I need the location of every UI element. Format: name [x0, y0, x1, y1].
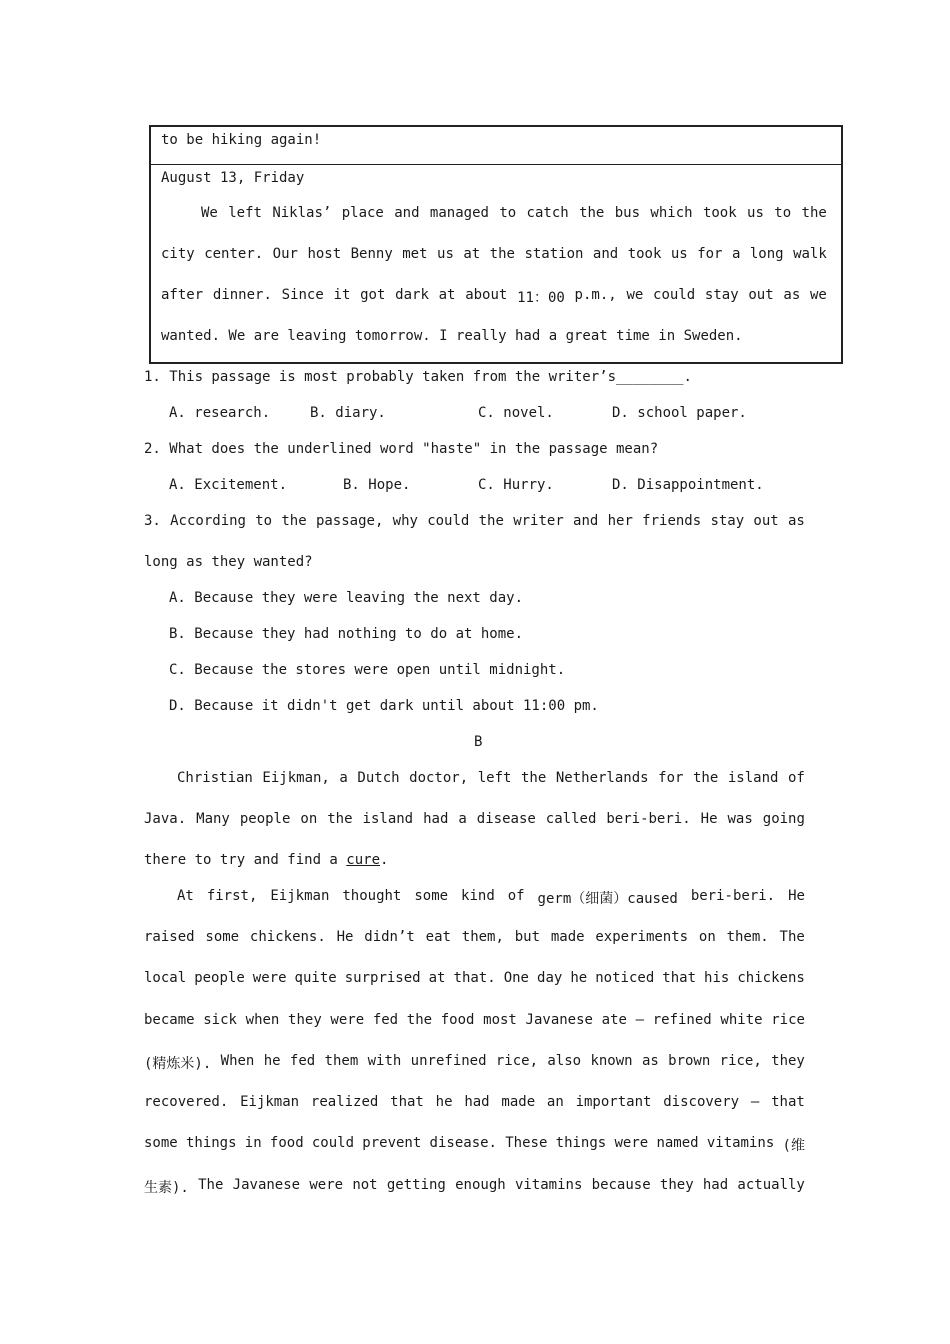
word: fed — [372, 1012, 399, 1028]
passage-line — [144, 1012, 805, 1028]
word: (维 — [782, 1138, 805, 1154]
word: were — [309, 1177, 344, 1193]
word: unrefined — [410, 1053, 487, 1069]
word: going — [762, 811, 805, 827]
word: day — [537, 970, 563, 986]
word: Eijkman — [240, 1094, 300, 1110]
passage-line — [144, 852, 388, 868]
passage-line — [144, 1094, 805, 1110]
word: as — [783, 287, 801, 303]
word: he — [435, 1094, 453, 1110]
word: the — [801, 205, 827, 221]
word: actually — [737, 1177, 805, 1193]
word: took — [702, 205, 737, 221]
word: the — [281, 513, 307, 529]
word: host — [307, 246, 342, 262]
word: didn’t — [364, 929, 415, 945]
word: first, — [206, 888, 258, 904]
word: realized — [310, 1094, 379, 1110]
word: managed — [429, 205, 489, 221]
word: but — [514, 929, 541, 945]
word: Javanese — [525, 1012, 593, 1028]
word: sick — [203, 1012, 237, 1028]
question-3-stem: long as they wanted? — [144, 554, 313, 570]
word: he — [570, 970, 588, 986]
word: According — [170, 513, 246, 529]
word: and — [573, 513, 599, 529]
diary-date-heading: August 13, Friday — [161, 170, 305, 186]
word: made — [550, 929, 585, 945]
word: the — [489, 246, 515, 262]
word: — — [750, 1094, 760, 1110]
passage-text: there to try and find a — [144, 852, 347, 868]
word: raised — [144, 929, 195, 945]
word: noticed — [595, 970, 655, 986]
word: named — [656, 1135, 699, 1151]
passage-line — [177, 770, 805, 786]
word: Benny — [350, 246, 393, 262]
word: a — [339, 770, 348, 786]
word: which — [650, 205, 693, 221]
word: the — [693, 770, 719, 786]
question-1-option-a: A. research. — [169, 405, 271, 421]
word: they — [771, 1053, 805, 1069]
word: He — [788, 888, 805, 904]
word: One — [503, 970, 529, 986]
word: catch — [526, 205, 569, 221]
passage-line — [144, 811, 805, 827]
word: He — [700, 811, 718, 827]
word: at — [463, 246, 481, 262]
word: most — [483, 1012, 517, 1028]
word: and — [394, 205, 420, 221]
word: island — [727, 770, 779, 786]
word: that — [771, 1094, 805, 1110]
word: chickens. — [249, 929, 326, 945]
word: dinner. — [212, 287, 272, 303]
question-3-option-d: D. Because it didn't get dark until about 11:00 pm. — [169, 698, 599, 714]
word: dark — [395, 287, 429, 303]
word: Javanese — [232, 1177, 301, 1193]
word: they — [288, 1012, 322, 1028]
question-2-option-c: C. Hurry. — [478, 477, 554, 493]
word: station — [524, 246, 584, 262]
question-2-option-a: A. Excitement. — [169, 477, 288, 493]
word: Christian — [177, 770, 253, 786]
word: stay — [704, 287, 739, 303]
word: for — [697, 246, 723, 262]
word: long — [749, 246, 784, 262]
word: local — [144, 970, 187, 986]
word: a — [458, 811, 467, 827]
word: people — [239, 811, 291, 827]
question-3-option-b: B. Because they had nothing to do at home. — [169, 626, 524, 642]
word: things — [555, 1135, 607, 1151]
word: of — [507, 888, 525, 904]
word: left — [228, 205, 262, 221]
question-1-option-b: B. diary. — [310, 405, 386, 421]
word: were — [252, 970, 287, 986]
word: on — [698, 929, 716, 945]
word: place — [341, 205, 384, 221]
word: at — [428, 970, 446, 986]
word: made — [501, 1094, 536, 1110]
word: when — [245, 1012, 280, 1028]
passage-line — [144, 970, 805, 986]
word: disease. — [429, 1135, 497, 1151]
word: had — [423, 811, 449, 827]
word: bus — [614, 205, 641, 221]
word: and — [592, 246, 619, 262]
word: germ（细菌）caused — [537, 891, 678, 907]
word: that — [662, 970, 697, 986]
word: writer — [513, 513, 564, 529]
word: us — [437, 246, 454, 262]
word: was — [727, 811, 753, 827]
word: vitamins — [706, 1135, 775, 1151]
word: kind — [461, 888, 495, 904]
word: had — [464, 1094, 490, 1110]
word: in — [244, 1135, 262, 1151]
word: it — [333, 287, 351, 303]
word: an — [546, 1094, 564, 1110]
word: stay — [710, 513, 745, 529]
word: These — [505, 1135, 548, 1151]
word: walk — [793, 246, 827, 262]
word: to — [499, 205, 517, 221]
word: not — [352, 1177, 378, 1193]
diary-box-entry — [149, 164, 843, 364]
word: some — [414, 888, 449, 904]
question-3-option-c: C. Because the stores were open until midnight. — [169, 662, 566, 678]
word: ate — [601, 1012, 627, 1028]
word: 3. — [144, 513, 161, 529]
word: eat — [425, 929, 451, 945]
word: friends — [642, 513, 702, 529]
word: rice — [771, 1012, 805, 1028]
word: out — [753, 513, 779, 529]
word: her — [607, 513, 633, 529]
word: he — [263, 1053, 281, 1069]
word: fed — [289, 1053, 316, 1069]
question-1-option-d: D. school paper. — [612, 405, 747, 421]
word: prevent — [362, 1135, 422, 1151]
passage-text: . — [380, 852, 389, 868]
word: us — [747, 205, 764, 221]
word: also — [547, 1053, 582, 1069]
word: met — [402, 246, 428, 262]
diary-paragraph-line — [161, 246, 827, 262]
word: some — [144, 1135, 178, 1151]
word: them, — [461, 929, 504, 945]
word: with — [367, 1053, 402, 1069]
word: we — [810, 287, 827, 303]
word: the — [327, 811, 353, 827]
word: had — [702, 1177, 729, 1193]
word: Niklas’ — [272, 205, 332, 221]
question-1-option-c: C. novel. — [478, 405, 554, 421]
word: — — [635, 1012, 645, 1028]
word: enough — [455, 1177, 506, 1193]
word: at — [438, 287, 456, 303]
word: that — [390, 1094, 424, 1110]
diary-paragraph-line — [201, 205, 827, 221]
word: beri-beri. — [606, 811, 691, 827]
section-heading: B — [474, 734, 483, 750]
word: thought — [342, 888, 402, 904]
word: Our — [272, 246, 298, 262]
word: out — [748, 287, 774, 303]
word: refined — [652, 1012, 712, 1028]
word: Java. — [144, 811, 187, 827]
question-1-stem: 1. This passage is most probably taken from the writer’s________. — [144, 369, 692, 385]
word: the — [478, 513, 504, 529]
word: Eijkman — [270, 888, 330, 904]
word: they — [659, 1177, 694, 1193]
word: We — [201, 205, 218, 221]
word: rice, — [719, 1053, 762, 1069]
word: passage, — [315, 513, 384, 529]
passage-line — [144, 1053, 805, 1073]
diary-continued-line: to be hiking again! — [161, 132, 322, 148]
question-2-option-d: D. Disappointment. — [612, 477, 764, 493]
word: surprised — [344, 970, 421, 986]
word: p.m., — [574, 287, 617, 303]
word: Eijkman, — [262, 770, 330, 786]
word: why — [392, 513, 418, 529]
word: experiments — [595, 929, 689, 945]
question-3-option-a: A. Because they were leaving the next day. — [169, 590, 524, 606]
word: us — [670, 246, 688, 262]
word: At — [177, 888, 194, 904]
word: could — [427, 513, 470, 529]
word: were — [614, 1135, 649, 1151]
word: beri-beri. — [690, 888, 776, 904]
word: his — [704, 970, 730, 986]
word: for — [658, 770, 684, 786]
diary-paragraph-line — [161, 287, 827, 307]
word: known — [590, 1053, 633, 1069]
question-3-stem — [144, 513, 805, 529]
word: them. — [726, 929, 769, 945]
word: city — [161, 246, 195, 262]
word: a — [731, 246, 741, 262]
word: about — [465, 287, 508, 303]
word: vitamins — [514, 1177, 583, 1193]
passage-line — [144, 929, 805, 945]
word: called — [545, 811, 597, 827]
passage-line — [144, 1177, 805, 1197]
word: that. — [453, 970, 496, 986]
word: we — [626, 287, 644, 303]
word: food — [269, 1135, 304, 1151]
word: Netherlands — [555, 770, 649, 786]
word: important — [575, 1094, 652, 1110]
word: Dutch — [357, 770, 400, 786]
word: some — [205, 929, 240, 945]
word: the — [521, 770, 547, 786]
word: of — [788, 770, 805, 786]
word: to — [255, 513, 273, 529]
question-2-stem: 2. What does the underlined word "haste" in the passage mean? — [144, 441, 659, 457]
word: getting — [386, 1177, 446, 1193]
word: center. — [204, 246, 264, 262]
word: recovered. — [144, 1094, 229, 1110]
word: (精炼米). — [144, 1056, 212, 1072]
word: got — [360, 287, 386, 303]
word: discovery — [663, 1094, 740, 1110]
underlined-word-cure: cure — [346, 852, 381, 868]
passage-line — [144, 1135, 805, 1155]
word: on — [300, 811, 318, 827]
word: doctor, — [409, 770, 469, 786]
word: to — [774, 205, 792, 221]
word: the — [406, 1012, 433, 1028]
word: took — [627, 246, 662, 262]
word: brown — [668, 1053, 711, 1069]
word: The — [779, 929, 805, 945]
question-2-option-b: B. Hope. — [343, 477, 411, 493]
word: rice, — [495, 1053, 539, 1069]
word: 11：00 — [517, 290, 565, 306]
word: The — [198, 1177, 224, 1193]
word: disease — [476, 811, 536, 827]
word: left — [477, 770, 512, 786]
word: white — [720, 1012, 763, 1028]
word: 生素). — [144, 1180, 189, 1196]
word: the — [579, 205, 605, 221]
word: food — [440, 1012, 475, 1028]
word: quite — [294, 970, 337, 986]
word: When — [220, 1053, 255, 1069]
word: them — [324, 1053, 359, 1069]
word: could — [311, 1135, 355, 1151]
word: were — [330, 1012, 365, 1028]
word: Many — [196, 811, 230, 827]
word: became — [144, 1012, 195, 1028]
word: Since — [281, 287, 324, 303]
word: island — [362, 811, 414, 827]
diary-box-top — [149, 125, 843, 165]
word: after — [161, 287, 204, 303]
word: chickens — [737, 970, 805, 986]
word: as — [641, 1053, 659, 1069]
word: people — [194, 970, 245, 986]
word: as — [787, 513, 805, 529]
word: He — [336, 929, 354, 945]
passage-line — [177, 888, 805, 908]
word: things — [185, 1135, 237, 1151]
diary-paragraph-line: wanted. We are leaving tomorrow. I really had a great time in Sweden. — [161, 328, 743, 344]
word: because — [591, 1177, 651, 1193]
word: could — [653, 287, 696, 303]
